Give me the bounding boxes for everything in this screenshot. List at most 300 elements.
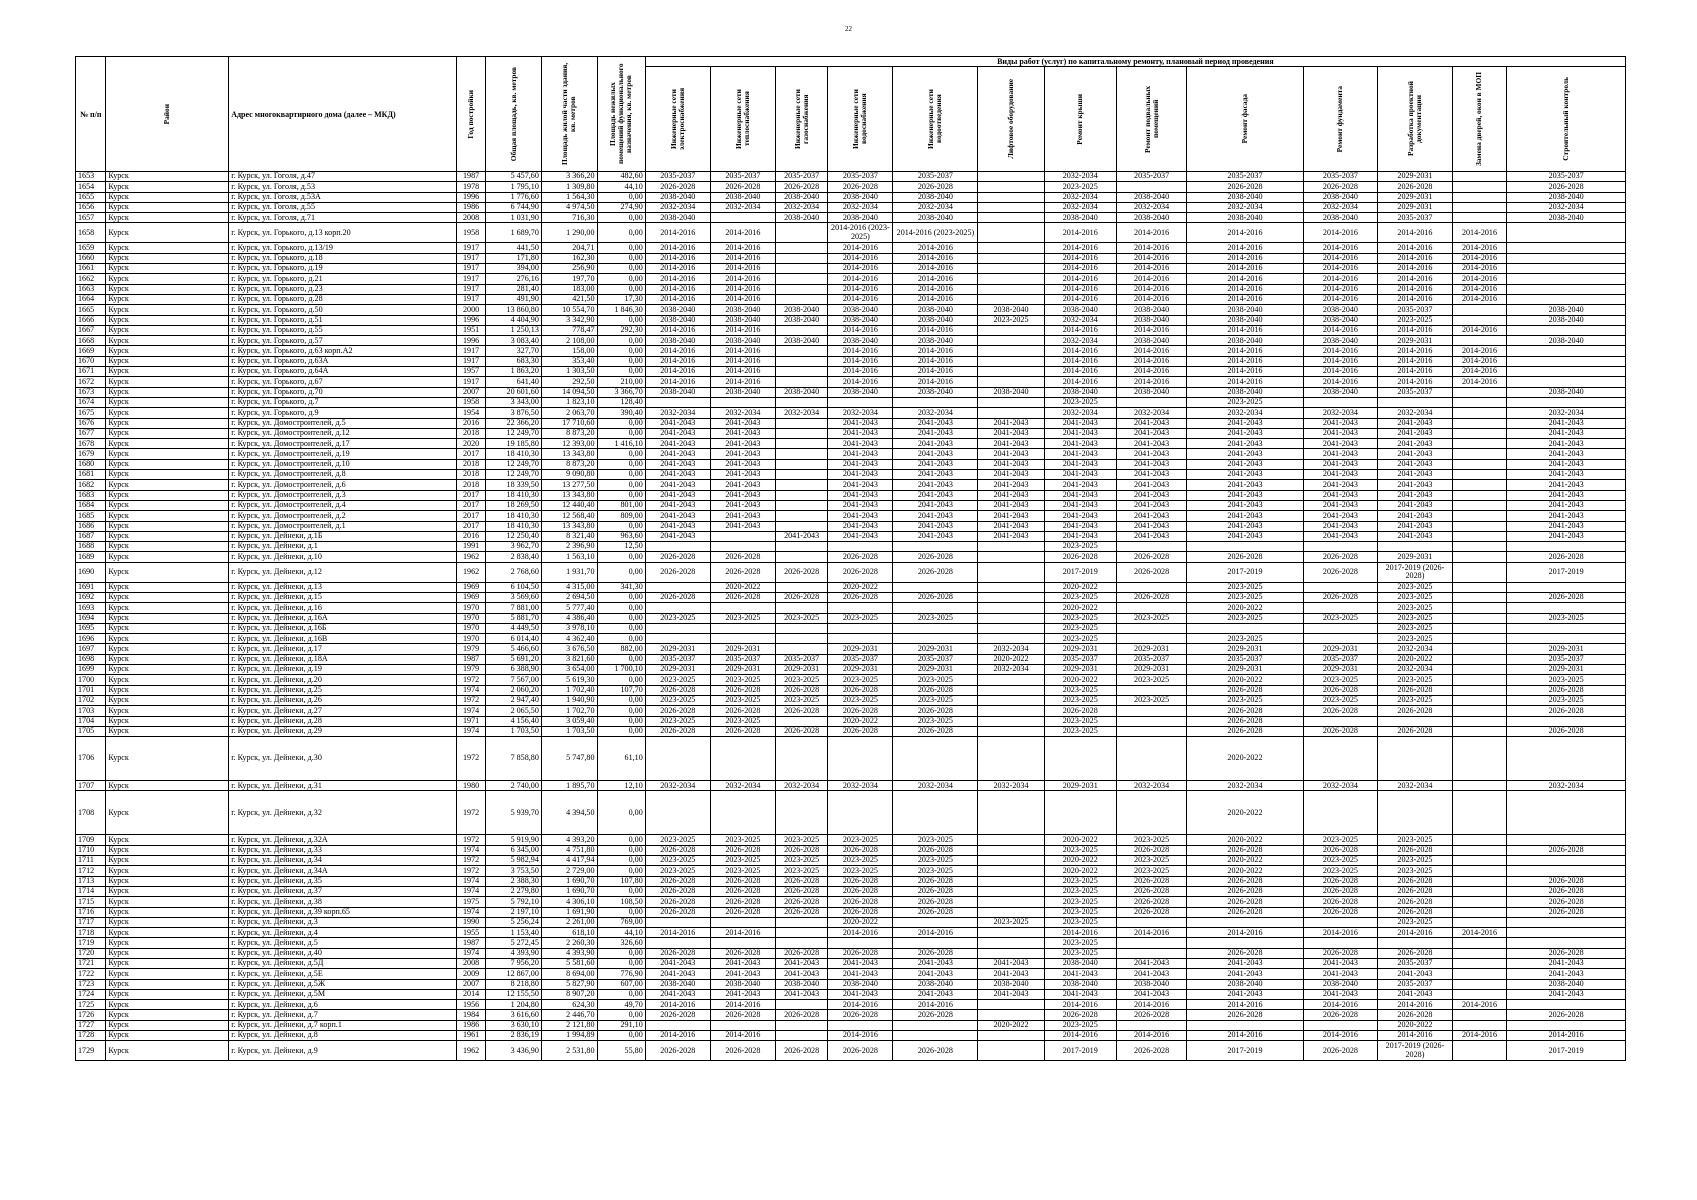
work-period-cell: 2038-2040 [828,213,893,223]
work-period-cell: 2023-2025 [893,613,978,623]
work-period-cell: 2026-2028 [828,182,893,192]
work-period-cell: 2023-2025 [775,835,827,845]
work-period-cell [1452,876,1507,886]
year-cell: 1972 [456,675,485,685]
work-period-cell [1378,737,1453,781]
work-period-cell: 2023-2025 [828,856,893,866]
work-period-cell: 2014-2016 [828,264,893,274]
work-period-cell: 2020-2022 [1044,835,1116,845]
work-period-cell: 2026-2028 [893,182,978,192]
work-period-cell: 2041-2043 [645,490,710,500]
work-period-cell: 2023-2025 [1044,726,1116,736]
area-cell: 0,00 [597,592,645,602]
area-cell: 618,10 [541,928,597,938]
area-cell: 2 446,70 [541,1010,597,1020]
work-period-cell [1452,726,1507,736]
year-cell: 2008 [456,213,485,223]
work-period-cell [1507,1020,1626,1030]
work-period-cell: 2020-2022 [1187,866,1303,876]
work-period-cell [978,264,1044,274]
work-period-cell: 2038-2040 [1187,213,1303,223]
work-period-cell [1507,938,1626,948]
work-period-cell [893,634,978,644]
work-period-cell: 2014-2016 [1044,294,1116,304]
work-period-cell: 2041-2043 [710,470,775,480]
work-period-cell: 2020-2022 [1044,856,1116,866]
area-cell: 4 417,94 [541,856,597,866]
work-period-cell: 2023-2025 [1507,675,1626,685]
work-period-cell: 2041-2043 [1303,989,1378,999]
work-period-cell: 2014-2016 [1452,1000,1507,1010]
work-period-cell: 2041-2043 [710,521,775,531]
area-cell: 8 873,20 [541,459,597,469]
district-cell: Курск [106,356,229,366]
row-number-cell: 1710 [76,845,106,855]
work-period-cell [1452,654,1507,664]
address-cell: г. Курск, ул. Горького, д.63 корп.А2 [229,346,457,356]
work-period-cell: 2026-2028 [1187,1010,1303,1020]
district-cell: Курск [106,325,229,335]
district-cell: Курск [106,449,229,459]
work-period-cell [710,791,775,835]
work-period-cell: 2032-2034 [1187,781,1303,791]
district-cell: Курск [106,989,229,999]
table-row [76,1020,1626,1030]
work-period-cell: 2023-2025 [1044,1020,1116,1030]
area-cell: 0,00 [597,480,645,490]
area-cell: 2 694,50 [541,592,597,602]
work-period-cell [978,243,1044,253]
work-period-cell: 2026-2028 [893,948,978,958]
table-row [76,192,1626,202]
work-period-cell: 2038-2040 [710,192,775,202]
work-period-cell: 2041-2043 [893,969,978,979]
district-cell: Курск [106,418,229,428]
address-cell: г. Курск, ул. Дейнеки, д.4 [229,928,457,938]
work-period-cell: 2041-2043 [1116,470,1186,480]
district-cell: Курск [106,917,229,927]
work-period-cell: 2038-2040 [828,315,893,325]
work-period-cell: 2014-2016 [1452,253,1507,263]
area-cell: 5 919,90 [486,835,542,845]
area-cell: 0,00 [597,346,645,356]
work-period-cell: 2032-2034 [1378,644,1453,654]
area-cell: 0,00 [597,835,645,845]
work-period-cell: 2041-2043 [1303,439,1378,449]
district-cell: Курск [106,623,229,633]
work-period-cell [710,1020,775,1030]
area-cell: 341,30 [597,582,645,592]
area-cell: 0,00 [597,284,645,294]
year-cell: 1917 [456,253,485,263]
work-period-cell: 2041-2043 [1507,531,1626,541]
work-period-cell: 2014-2016 [828,284,893,294]
work-period-cell: 2014-2016 [1303,325,1378,335]
row-number-cell: 1713 [76,876,106,886]
work-period-cell: 2038-2040 [828,979,893,989]
district-cell: Курск [106,781,229,791]
area-cell: 8 873,20 [541,428,597,438]
work-period-cell: 2014-2016 [710,1000,775,1010]
area-cell: 8 218,80 [486,979,542,989]
area-cell: 0,00 [597,613,645,623]
table-row [76,989,1626,999]
work-period-cell: 2029-2031 [775,665,827,675]
work-period-cell: 2026-2028 [828,726,893,736]
area-cell: 0,00 [597,459,645,469]
work-period-cell [1452,336,1507,346]
area-cell: 390,40 [597,408,645,418]
table-row [76,552,1626,562]
work-period-cell: 2041-2043 [645,511,710,521]
work-period-cell: 2026-2028 [775,897,827,907]
area-cell: 12 250,40 [486,531,542,541]
work-period-cell: 2014-2016 [1044,223,1116,243]
row-number-cell: 1724 [76,989,106,999]
work-period-cell: 2041-2043 [1187,989,1303,999]
work-period-cell: 2041-2043 [645,531,710,541]
work-period-cell: 2023-2025 [1187,582,1303,592]
table-row [76,264,1626,274]
work-period-cell [775,356,827,366]
work-period-cell: 2035-2037 [710,654,775,664]
year-cell: 1971 [456,716,485,726]
work-period-cell: 2026-2028 [1303,1010,1378,1020]
work-period-cell: 2041-2043 [828,470,893,480]
address-cell: г. Курск, ул. Горького, д.7 [229,397,457,407]
work-period-cell: 2014-2016 [1303,1031,1378,1041]
work-period-cell: 2032-2034 [775,408,827,418]
work-period-cell: 2041-2043 [710,418,775,428]
work-period-cell [828,1020,893,1030]
work-period-cell: 2026-2028 [1507,948,1626,958]
address-cell: г. Курск, ул. Дейнеки, д.5Д [229,959,457,969]
address-cell: г. Курск, ул. Горького, д.51 [229,315,457,325]
work-period-cell [645,791,710,835]
work-period-cell [775,716,827,726]
row-number-cell: 1708 [76,791,106,835]
work-period-cell [978,1031,1044,1041]
work-period-cell: 2041-2043 [978,449,1044,459]
work-period-cell: 2020-2022 [1187,791,1303,835]
work-period-cell: 2029-2031 [1044,781,1116,791]
work-period-cell: 2026-2028 [775,886,827,896]
area-cell: 158,00 [541,346,597,356]
work-period-cell: 2026-2028 [645,706,710,716]
table-row [76,305,1626,315]
work-period-cell: 2041-2043 [1044,428,1116,438]
work-period-cell: 2026-2028 [775,562,827,582]
district-cell: Курск [106,367,229,377]
table-row [76,500,1626,510]
table-row [76,644,1626,654]
area-cell: 8 694,00 [541,969,597,979]
area-cell: 1 564,30 [541,192,597,202]
address-cell: г. Курск, ул. Гоголя, д.55 [229,202,457,212]
year-cell: 1974 [456,845,485,855]
work-period-cell: 2023-2025 [1044,938,1116,948]
area-cell: 1 776,60 [486,192,542,202]
area-cell: 0,00 [597,989,645,999]
col-header-work: Инженерные сети газоснабжения [775,67,827,172]
work-period-cell: 2032-2034 [1303,202,1378,212]
work-period-cell: 2014-2016 [710,294,775,304]
area-cell: 1 702,70 [541,706,597,716]
work-period-cell: 2026-2028 [710,562,775,582]
area-cell: 0,00 [597,192,645,202]
area-cell: 4 751,80 [541,845,597,855]
year-cell: 1917 [456,274,485,284]
work-period-cell: 2026-2028 [1116,1010,1186,1020]
area-cell: 2 279,80 [486,886,542,896]
work-period-cell: 2014-2016 [1116,253,1186,263]
year-cell: 1956 [456,1000,485,1010]
area-cell: 108,50 [597,897,645,907]
district-cell: Курск [106,172,229,182]
table-row [76,531,1626,541]
work-period-cell [1452,1041,1507,1061]
work-period-cell: 2014-2016 [1116,346,1186,356]
work-period-cell: 2041-2043 [1044,531,1116,541]
area-cell: 5 256,24 [486,917,542,927]
work-period-cell: 2014-2016 [1044,346,1116,356]
work-period-cell: 2041-2043 [1187,459,1303,469]
district-cell: Курск [106,284,229,294]
work-period-cell: 2026-2028 [1187,706,1303,716]
work-period-cell: 2032-2034 [1116,781,1186,791]
work-period-cell: 2041-2043 [828,521,893,531]
area-cell: 3 821,60 [541,654,597,664]
work-period-cell [645,938,710,948]
work-period-cell: 2038-2040 [978,387,1044,397]
table-row [76,243,1626,253]
year-cell: 2014 [456,989,485,999]
work-period-cell [1452,397,1507,407]
work-period-cell: 2029-2031 [1116,644,1186,654]
area-cell: 0,00 [597,552,645,562]
row-number-cell: 1668 [76,336,106,346]
work-period-cell [828,791,893,835]
area-cell: 0,00 [597,726,645,736]
work-period-cell [828,542,893,552]
area-cell: 3 059,40 [541,716,597,726]
work-period-cell: 2041-2043 [1187,521,1303,531]
work-period-cell: 2041-2043 [1507,490,1626,500]
work-period-cell: 2029-2031 [1378,336,1453,346]
work-period-cell: 2032-2034 [978,781,1044,791]
work-period-cell: 2014-2016 [893,928,978,938]
year-cell: 2017 [456,449,485,459]
address-cell: г. Курск, ул. Домостроителей, д.19 [229,449,457,459]
work-period-cell: 2014-2016 [1303,253,1378,263]
work-period-cell: 2041-2043 [978,989,1044,999]
work-period-cell [1507,243,1626,253]
work-period-cell: 2014-2016 [645,1031,710,1041]
row-number-cell: 1714 [76,886,106,896]
work-period-cell: 2014-2016 [1044,1000,1116,1010]
work-period-cell: 2032-2034 [645,781,710,791]
work-period-cell: 2041-2043 [1507,459,1626,469]
work-period-cell [775,542,827,552]
row-number-cell: 1665 [76,305,106,315]
work-period-cell: 2014-2016 [645,377,710,387]
work-period-cell: 2041-2043 [710,490,775,500]
row-number-cell: 1686 [76,521,106,531]
row-number-cell: 1722 [76,969,106,979]
work-period-cell: 2026-2028 [1378,876,1453,886]
work-period-cell: 2035-2037 [828,654,893,664]
area-cell: 1 703,50 [541,726,597,736]
work-period-cell [645,1020,710,1030]
work-period-cell [645,582,710,592]
work-period-cell: 2041-2043 [893,439,978,449]
work-period-cell [775,459,827,469]
work-period-cell: 2038-2040 [710,305,775,315]
district-cell: Курск [106,500,229,510]
work-period-cell: 2032-2034 [710,202,775,212]
work-period-cell: 2041-2043 [828,480,893,490]
work-period-cell: 2020-2022 [828,582,893,592]
table-row [76,213,1626,223]
address-cell: г. Курск, ул. Дейнеки, д.39 корп.65 [229,907,457,917]
col-header-address: Адрес многоквартирного дома (далее – МКД) [229,57,457,172]
district-cell: Курск [106,315,229,325]
year-cell: 1917 [456,377,485,387]
work-period-cell [1452,644,1507,654]
work-period-cell: 2026-2028 [775,948,827,958]
work-period-cell: 2026-2028 [828,845,893,855]
col-header-work: Лифтовое оборудование [978,67,1044,172]
area-cell: 0,00 [597,470,645,480]
work-period-cell [1116,737,1186,781]
table-body [76,172,1626,1061]
work-period-cell [1116,582,1186,592]
area-cell: 0,00 [597,428,645,438]
work-period-cell: 2020-2022 [1187,835,1303,845]
address-cell: г. Курск, ул. Дейнеки, д.32А [229,835,457,845]
work-period-cell [1452,866,1507,876]
work-period-cell: 2014-2016 [1452,367,1507,377]
row-number-cell: 1729 [76,1041,106,1061]
row-number-cell: 1681 [76,470,106,480]
row-number-cell: 1700 [76,675,106,685]
work-period-cell: 2041-2043 [1044,470,1116,480]
work-period-cell: 2038-2040 [1507,213,1626,223]
work-period-cell: 2038-2040 [1187,336,1303,346]
work-period-cell: 2023-2025 [775,675,827,685]
row-number-cell: 1672 [76,377,106,387]
district-cell: Курск [106,459,229,469]
district-cell: Курск [106,665,229,675]
address-cell: г. Курск, ул. Дейнеки, д.28 [229,716,457,726]
work-period-cell [978,856,1044,866]
table-row [76,449,1626,459]
work-period-cell: 2014-2016 [893,377,978,387]
work-period-cell: 2026-2028 [645,552,710,562]
area-cell: 10 554,70 [541,305,597,315]
work-period-cell: 2014-2016 [893,274,978,284]
address-cell: г. Курск, ул. Гоголя, д.71 [229,213,457,223]
work-period-cell: 2035-2037 [1187,654,1303,664]
work-period-cell: 2023-2025 [1044,685,1116,695]
area-cell: 7 567,00 [486,675,542,685]
area-cell: 49,70 [597,1000,645,1010]
work-period-cell: 2038-2040 [978,979,1044,989]
area-cell: 5 691,20 [486,654,542,664]
work-period-cell: 2014-2016 [645,223,710,243]
work-period-cell: 2023-2025 [1378,917,1453,927]
work-period-cell: 2026-2028 [1187,886,1303,896]
area-cell: 1 994,89 [541,1031,597,1041]
work-period-cell: 2023-2025 [1303,856,1378,866]
work-period-cell: 2026-2028 [645,948,710,958]
address-cell: г. Курск, ул. Дейнеки, д.27 [229,706,457,716]
work-period-cell: 2038-2040 [893,213,978,223]
work-period-cell: 2041-2043 [828,490,893,500]
area-cell: 2 531,80 [541,1041,597,1061]
work-period-cell [775,603,827,613]
work-period-cell: 2029-2031 [893,644,978,654]
area-cell: 12,50 [597,542,645,552]
work-period-cell [893,938,978,948]
col-header-district: Район [106,57,229,172]
work-period-cell: 2032-2034 [710,781,775,791]
row-number-cell: 1657 [76,213,106,223]
work-period-cell: 2023-2025 [1116,856,1186,866]
area-cell: 1 895,70 [541,781,597,791]
work-period-cell [1452,917,1507,927]
work-period-cell: 2026-2028 [645,1010,710,1020]
work-period-cell: 2026-2028 [828,592,893,602]
work-period-cell: 2026-2028 [1303,726,1378,736]
work-period-cell: 2041-2043 [1507,428,1626,438]
work-period-cell: 2041-2043 [1507,500,1626,510]
district-cell: Курск [106,346,229,356]
work-period-cell: 2038-2040 [775,192,827,202]
area-cell: 2 260,30 [541,938,597,948]
work-period-cell: 2041-2043 [1044,490,1116,500]
work-period-cell [1303,603,1378,613]
work-period-cell: 2026-2028 [1507,182,1626,192]
work-period-cell: 2014-2016 [1378,377,1453,387]
district-cell: Курск [106,791,229,835]
area-cell: 421,50 [541,294,597,304]
work-period-cell [1303,634,1378,644]
work-period-cell [978,284,1044,294]
table-row [76,397,1626,407]
work-period-cell [1507,294,1626,304]
work-period-cell: 2041-2043 [1116,439,1186,449]
work-period-cell: 2041-2043 [710,500,775,510]
district-cell: Курск [106,562,229,582]
work-period-cell: 2038-2040 [645,336,710,346]
table-row [76,613,1626,623]
area-cell: 0,00 [597,264,645,274]
col-header-work: Ремонт подвальных помещений [1116,67,1186,172]
work-period-cell [978,223,1044,243]
work-period-cell: 2041-2043 [1378,989,1453,999]
district-cell: Курск [106,685,229,695]
row-number-cell: 1678 [76,439,106,449]
work-period-cell: 2041-2043 [1116,428,1186,438]
area-cell: 281,40 [486,284,542,294]
work-period-cell: 2023-2025 [893,675,978,685]
work-period-cell [1452,665,1507,675]
work-period-cell: 2041-2043 [645,428,710,438]
work-period-cell [1116,948,1186,958]
work-period-cell: 2041-2043 [645,459,710,469]
work-period-cell: 2023-2025 [1378,613,1453,623]
